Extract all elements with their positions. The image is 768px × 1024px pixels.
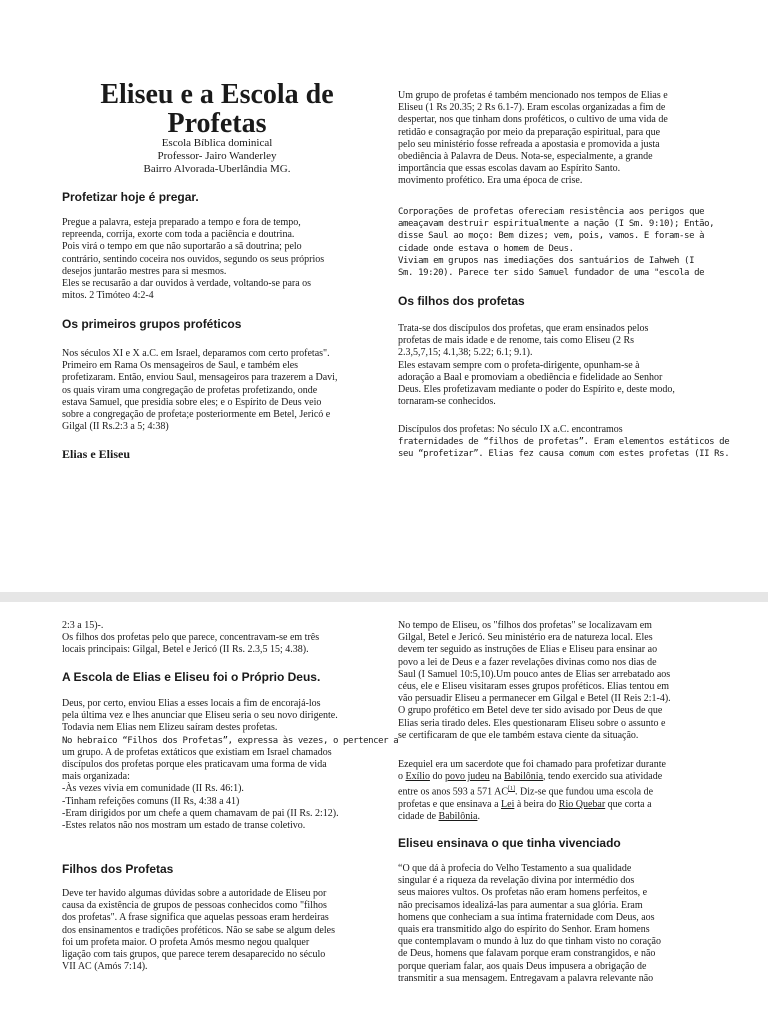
text-line: discípulos dos profetas porque eles praticavam uma forma de vida	[62, 759, 327, 771]
document-subtitle	[62, 137, 372, 176]
text-line: Gilgal (II Rs.2:3 a 5; 4:38)	[62, 421, 169, 433]
text-line: O grupo profético em Betel deve ter sido avisado por Deus de que	[398, 705, 663, 717]
text-line: despertar, nos que tinham dons proféticos, o cultivo de uma vida de	[398, 114, 668, 126]
paragraph-eliseu-ensinava	[398, 863, 698, 985]
text-line: sobre a congregação de profeta;e posteriormente em Betel, Jericó e	[62, 409, 331, 421]
section-heading-primeiros-grupos: Os primeiros grupos proféticos	[62, 317, 242, 331]
document-title: Eliseu e a Escola de Profetas	[100, 79, 334, 139]
text-run: do	[429, 771, 445, 783]
text-line: um grupo. A de profetas extáticos que existiam em Israel chamados	[62, 746, 332, 758]
text-line: porque queriam falar, aos quais Deus impusera a obrigação de	[398, 960, 647, 972]
section-heading-escola-elias: A Escola de Elias e Eliseu foi o Próprio Deus.	[62, 670, 321, 684]
text-run: o	[398, 771, 406, 783]
text-line: povo a lei de Deus e a fazer revelações divinas como nos dias de	[398, 656, 657, 668]
text-line: profetizaram. Então, enviou Saul, mensageiros para trazerem a Davi,	[62, 372, 338, 384]
text-line: Discípulos dos profetas: No século IX a.C. encontramos	[398, 424, 623, 435]
section-heading-filhos-profetas: Os filhos dos profetas	[398, 294, 525, 308]
text-line: desejos juntarão mestres para si mesmos.	[62, 265, 227, 277]
paragraph-continuation	[62, 620, 319, 657]
text-line: homens que conheciam a sua íntima fraternidade com Deus, aos	[398, 911, 655, 923]
paragraph-corporacoes	[398, 206, 714, 279]
text-run: à beira do	[514, 798, 559, 810]
link-povo-judeu[interactable]: povo judeu	[444, 771, 490, 783]
text-line: Nos séculos XI e X a.C. em Israel, deparamos com certo profetas".	[62, 348, 330, 359]
text-line: -Às vezes vivia em comunidade (II Rs. 46:1).	[62, 783, 244, 795]
text-line: seus maiores vultos. Os profetas não eram homens perfeitos, e	[398, 887, 648, 899]
text-line: No hebraico “Filhos dos Profetas”, expressa às vezes, o pertencer a	[62, 735, 399, 746]
text-line: Pregue a palavra, esteja preparado a tempo e fora de tempo,	[62, 217, 301, 228]
text-line: movimento profético. Era uma época de crise.	[398, 175, 583, 187]
text-line: importância que essas escolas davam ao Espírito Santo.	[398, 163, 621, 175]
paragraph-timoteo	[62, 217, 324, 302]
text-line: tornaram-se conhecidos.	[398, 396, 496, 408]
text-line: 2.3,5,7,15; 4.1,38; 5.22; 6.1; 9.1).	[398, 347, 533, 359]
paragraph-ezequiel	[398, 759, 666, 823]
text-line: No tempo de Eliseu, os "filhos dos profetas" se localizavam em	[398, 620, 652, 631]
text-line: Eles se recusarão a dar ouvidos à verdade, voltando-se para os	[62, 278, 312, 290]
paragraph-discipulos	[398, 424, 729, 461]
text-line: Elias seria tirado deles. Eles questionaram Eliseu sobre o assunto e	[398, 717, 666, 729]
text-line: Ezequiel era um sacerdote que foi chamado para profetizar durante	[398, 759, 666, 770]
text-line: disse Saul ao moço: Bem dizes; vem, pois, vamos. E foram-se à	[398, 231, 705, 242]
text-line: fraternidades de “filhos de profetas”. Eram elementos estáticos de	[398, 437, 730, 448]
text-line: dos profetas". A frase significa que aquelas pessoas eram herdeiras	[62, 912, 329, 924]
text-run: na	[489, 771, 505, 783]
text-line: Eliseu (1 Rs 20.35; 2 Rs 6.1-7). Eram escolas organizadas a fim de	[398, 102, 666, 114]
paragraph-filhos-profetas-2	[62, 888, 335, 973]
subtitle-line: Bairro Alvorada-Uberlândia MG.	[143, 163, 291, 175]
text-line: se certificaram de que ele também estava ciente da situação.	[398, 729, 639, 741]
text-line: transmitir a sua mensagem. Entregavam a palavra relevante não	[398, 972, 654, 984]
text-line: 2:3 a 15)-.	[62, 620, 104, 631]
text-line: pela última vez e lhes anunciar que Eliseu seria o seu novo dirigente.	[62, 710, 338, 722]
text-line: Saul (I Samuel 10:5,10).Um pouco antes de Elias ser arrebatado aos	[398, 668, 671, 680]
text-line: céus, ele e Eliseu visitaram esses grupos proféticos. Elias tentou em	[398, 681, 670, 693]
text-line: Gilgal, Betel e Jericó. Seu ministério era de natureza local. Eles	[398, 632, 653, 644]
text-line: Corporações de profetas ofereciam resistência aos perigos que	[398, 207, 705, 217]
text-line: “O que dá à profecia do Velho Testamento a sua qualidade	[398, 863, 632, 874]
subtitle-line: Professor- Jairo Wanderley	[157, 150, 277, 162]
paragraph-primeiros-grupos	[62, 348, 337, 433]
paragraph-grupo-profetas	[398, 90, 668, 188]
text-line: Os filhos dos profetas pelo que parece, concentravam-se em três	[62, 632, 320, 644]
text-line: ameaçavam destruir espiritualmente a nação (I Sm. 9:10); Então,	[398, 219, 715, 230]
text-line: Deve ter havido algumas dúvidas sobre a autoridade de Eliseu por	[62, 888, 327, 899]
text-line: contrário, sentindo coceira nos ouvidos, segundo os seus próprios	[62, 253, 325, 265]
text-run: profetas e que ensinava a	[398, 798, 502, 810]
text-line: cidade onde estava o homem de Deus.	[398, 243, 574, 254]
section-heading-eliseu-ensinava: Eliseu ensinava o que tinha vivenciado	[398, 836, 621, 850]
text-line: dos ensinamentos e tradições proféticos. Não se sabe se algum deles	[62, 924, 335, 936]
text-line: quais era transmitido algo do espírito do Senhor. Eram homens	[398, 924, 650, 936]
text-line: mais organizada:	[62, 771, 130, 783]
text-line: devem ter seguido as instruções de Elias e Eliseu para ensinar ao	[398, 644, 658, 656]
text-run: .	[477, 811, 480, 823]
text-line: profetas de mais idade e de renome, tais como Eliseu (2 Rs	[398, 335, 635, 347]
paragraph-tempo-eliseu	[398, 620, 671, 742]
text-line: Primeiro em Rama Os mensageiros de Saul, e também eles	[62, 360, 299, 372]
text-line: -Eram dirigidos por um chefe a quem chamavam de pai (II Rs. 2:12).	[62, 807, 339, 819]
text-line: foi um profeta maior. O profeta Amós mesmo negou qualquer	[62, 936, 310, 948]
text-line: Viviam em grupos nas imediações dos santuários de Iahweh (I	[398, 255, 695, 266]
text-line: Sm. 19:20). Parece ter sido Samuel fundador de uma "escola de	[398, 268, 705, 279]
text-run: cidade de	[398, 811, 439, 823]
text-line: não precisamos idealizá-las para aumentar a sua glória. Eram	[398, 899, 643, 911]
text-line: ligação com tais grupos, que parece terem desaparecido no século	[62, 949, 326, 961]
section-heading-profetizar: Profetizar hoje é pregar.	[62, 190, 199, 204]
text-line: Um grupo de profetas é também mencionado nos tempos de Elias e	[398, 90, 668, 101]
link-babilonia[interactable]: Babilônia	[504, 771, 544, 783]
text-run: entre os anos 593 a 571 AC	[398, 786, 508, 798]
text-line: -Tinham refeições comuns (II Rs, 4:38 a 41)	[62, 795, 240, 807]
text-line: de Deus, homens que falavam porque eram constrangidos, e não	[398, 948, 656, 960]
text-line: vão persuadir Eliseu a permanecer em Gilgal e Betel (II Reis 2:1-4).	[398, 693, 671, 705]
text-line	[398, 771, 666, 783]
section-heading-filhos-profetas-2: Filhos dos Profetas	[62, 862, 174, 876]
link-rio-quebar[interactable]: Rio Quebar	[558, 798, 606, 810]
text-line: estava Samuel, que presidia sobre eles; e o Espírito de Deus veio	[62, 396, 322, 408]
text-run: . Diz-se que fundou uma escola de	[515, 786, 654, 798]
text-line	[398, 811, 666, 823]
link-exilio[interactable]: Exílio	[405, 771, 430, 783]
text-line: Todavia nem Elias nem Elizeu saíram destes profetas.	[62, 722, 278, 734]
paragraph-filhos-profetas	[398, 323, 675, 408]
text-line: Pois virá o tempo em que não suportarão a sã doutrina; pelo	[62, 241, 302, 253]
text-line: singular é a riqueza da revelação divina por intermédio dos	[398, 875, 635, 887]
text-line: VII AC (Amós 7:14).	[62, 961, 148, 973]
text-line: mitos. 2 Timóteo 4:2-4	[62, 290, 154, 302]
text-line: os quais viram uma congregação de profetas profetizando, onde	[62, 384, 318, 396]
text-run: , tendo exercido sua atividade	[543, 771, 663, 783]
text-line: Deus, por certo, enviou Elias a esses locais a fim de encorajá-los	[62, 698, 321, 709]
text-line: locais principais: Gilgal, Betel e Jericó (II Rs. 2.3,5 15; 4.38).	[62, 644, 309, 656]
footnote-link[interactable]: [1]	[508, 786, 515, 793]
text-line: retidão e consagração por meio da preparação espiritual, para que	[398, 126, 661, 138]
paragraph-escola-elias	[62, 698, 398, 832]
text-line: adoração a Baal e promoviam a obediência e fidelidade ao Senhor	[398, 371, 663, 383]
text-line: pelo seu ministério fosse refreada a apostasia e promovida a justa	[398, 138, 660, 150]
section-heading-elias-eliseu: Elias e Eliseu	[62, 447, 131, 461]
text-run: que corta a	[605, 798, 652, 810]
text-line: seu “profetizar”. Elias fez causa comum com estes profetas (II Rs.	[398, 449, 730, 460]
text-line: repreenda, corrija, exorte com toda a paciência e doutrina.	[62, 229, 295, 241]
text-line	[398, 799, 666, 811]
link-babilonia-2[interactable]: Babilônia	[438, 811, 478, 823]
document-page-2	[0, 602, 768, 1024]
text-line: -Estes relatos não nos mostram um estado de transe coletivo.	[62, 820, 306, 832]
text-line: Deus. Eles profetizavam mediante o poder do Espírito e, deste modo,	[398, 384, 675, 396]
text-line: obediência à Palavra de Deus. Nota-se, especialmente, a grande	[398, 151, 653, 163]
text-line: que contemplavam o mundo à luz do que tinham visto no coração	[398, 936, 661, 948]
text-line: Trata-se dos discípulos dos profetas, que eram ensinados pelos	[398, 323, 649, 334]
subtitle-line: Escola Bíblica dominical	[161, 137, 273, 149]
text-line	[398, 783, 666, 799]
text-line: Eles estavam sempre com o profeta-dirigente, opunham-se à	[398, 359, 640, 371]
text-line: causa da existência de grupos de pessoas conhecidos como "filhos	[62, 900, 327, 912]
link-lei[interactable]: Lei	[501, 798, 515, 810]
